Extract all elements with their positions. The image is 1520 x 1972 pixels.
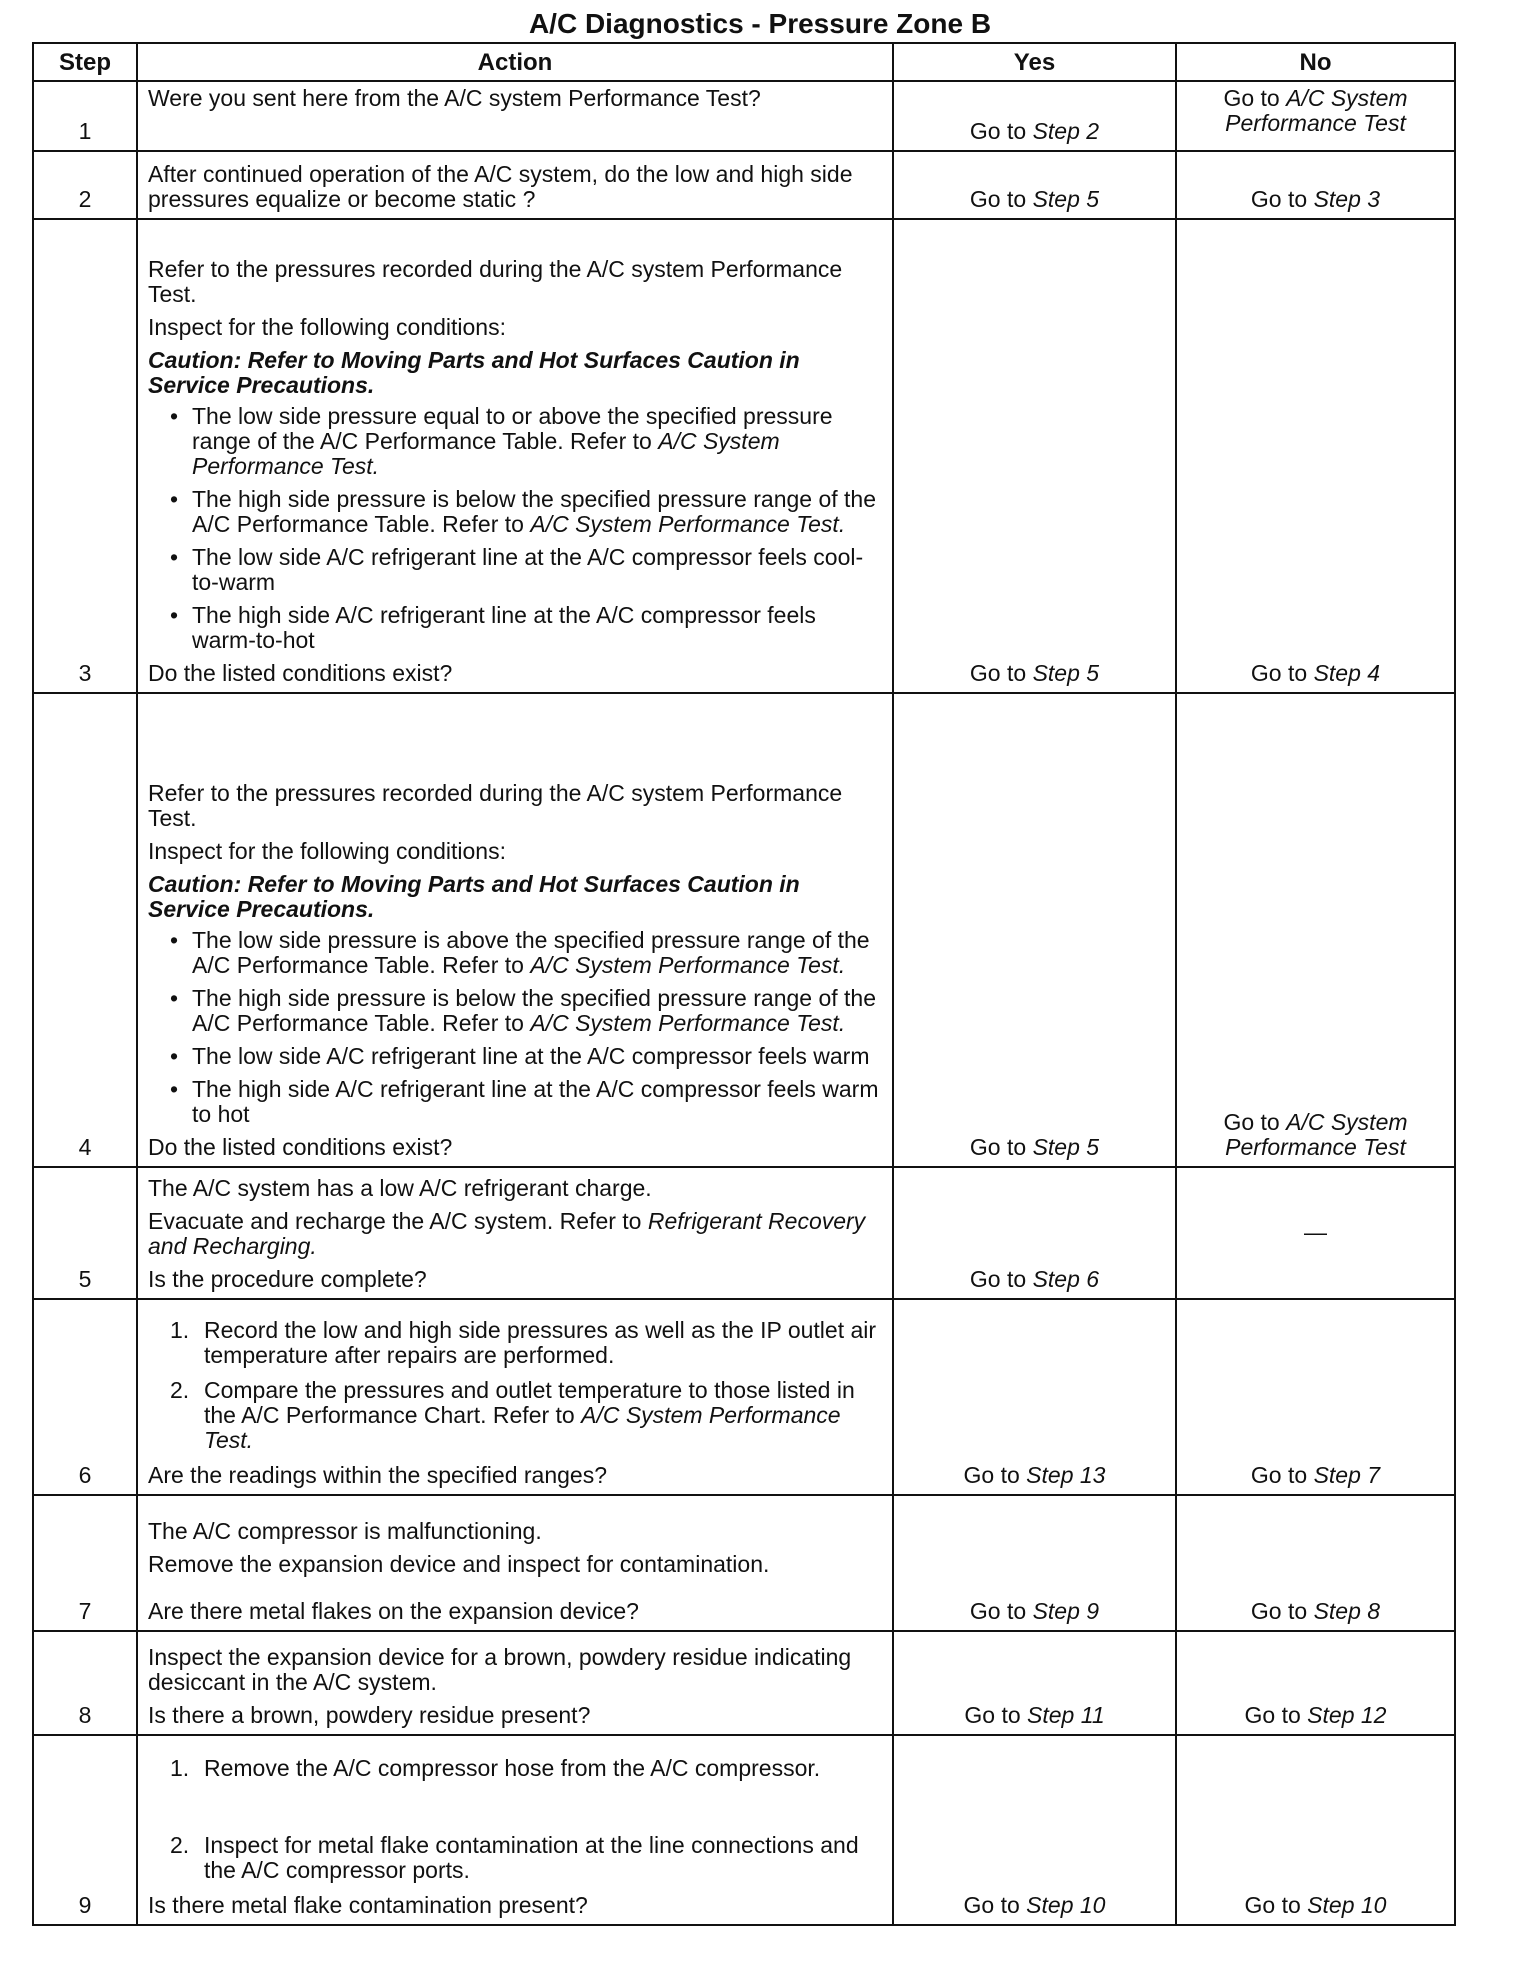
procedure-link[interactable]: A/C System Performance Test <box>1225 1109 1408 1160</box>
item-text: Remove the A/C compressor hose from the A/C compressor. <box>204 1755 821 1781</box>
go-to-label: Go to <box>969 1598 1033 1624</box>
list-item <box>170 487 882 537</box>
header-row <box>33 43 1455 81</box>
step-link[interactable]: Step 8 <box>1313 1598 1381 1624</box>
step-link[interactable]: Step 9 <box>1032 1598 1100 1624</box>
header-yes: Yes <box>893 43 1176 81</box>
yes-cell <box>893 151 1176 219</box>
action-question: Is there a brown, powdery residue present? <box>148 1702 591 1728</box>
go-to-label: Go to <box>969 1266 1033 1292</box>
list-item <box>170 1044 882 1069</box>
action-inspect: Inspect for the following conditions: <box>148 314 506 340</box>
step-link[interactable]: Step 5 <box>1032 660 1100 686</box>
table-row-step-4 <box>33 693 1455 1167</box>
table-row-step-8 <box>33 1631 1455 1735</box>
action-cell <box>137 693 893 1167</box>
diagnostics-table <box>32 42 1456 1926</box>
action-cell <box>137 81 893 151</box>
go-to-label: Go to <box>963 1892 1027 1918</box>
action-inspect: Inspect for the following conditions: <box>148 838 506 864</box>
procedure-list <box>148 1756 882 1883</box>
table-row-step-7 <box>33 1495 1455 1631</box>
table-row-step-1 <box>33 81 1455 151</box>
no-cell <box>1176 1167 1455 1299</box>
procedure-link[interactable]: A/C System Performance Test. <box>530 511 846 537</box>
item-text: Record the low and high side pressures as well as the IP outlet air temperature after repairs are performed. <box>204 1317 877 1368</box>
go-to-label: Go to <box>963 1462 1027 1488</box>
action-statement: The A/C compressor is malfunctioning. <box>148 1518 542 1544</box>
procedure-link[interactable]: A/C System Performance Test. <box>192 428 780 479</box>
action-question: Do the listed conditions exist? <box>148 1134 453 1160</box>
no-cell <box>1176 151 1455 219</box>
condition-text: The low side A/C refrigerant line at the A/C compressor feels warm <box>192 1043 870 1069</box>
condition-list <box>148 928 882 1127</box>
condition-text: The low side A/C refrigerant line at the A/C compressor feels cool-to-warm <box>192 544 864 595</box>
no-cell <box>1176 219 1455 693</box>
table-row-step-3 <box>33 219 1455 693</box>
step-number: 9 <box>33 1735 137 1925</box>
go-to-label: Go to <box>969 1134 1033 1160</box>
procedure-link[interactable]: A/C System Performance Test. <box>530 952 846 978</box>
condition-text: The high side A/C refrigerant line at the A/C compressor feels warm-to-hot <box>192 602 816 653</box>
action-instruction: Inspect the expansion device for a brown, powdery residue indicating desiccant in the A/C system. <box>148 1644 852 1695</box>
yes-cell <box>893 1299 1176 1495</box>
action-question: Is there metal flake contamination present? <box>148 1892 588 1918</box>
action-question: Are the readings within the specified ranges? <box>148 1462 608 1488</box>
go-to-label: Go to <box>969 186 1033 212</box>
action-cell <box>137 1167 893 1299</box>
yes-cell <box>893 1167 1176 1299</box>
not-applicable-dash: — <box>1304 1218 1327 1245</box>
list-item <box>170 1833 882 1883</box>
step-link[interactable]: Step 6 <box>1032 1266 1100 1292</box>
action-cell <box>137 1299 893 1495</box>
condition-text: The high side A/C refrigerant line at the A/C compressor feels warm to hot <box>192 1076 879 1127</box>
caution-note: Caution: Refer to Moving Parts and Hot Surfaces Caution in Service Precautions. <box>148 871 800 922</box>
caution-note: Caution: Refer to Moving Parts and Hot Surfaces Caution in Service Precautions. <box>148 347 800 398</box>
action-question: Were you sent here from the A/C system Performance Test? <box>148 85 761 111</box>
yes-cell <box>893 1495 1176 1631</box>
yes-cell <box>893 1735 1176 1925</box>
condition-text: The high side pressure is below the specified pressure range of the A/C Performance Table. Refer to <box>192 985 877 1036</box>
list-item <box>170 603 882 653</box>
action-statement: The A/C system has a low A/C refrigerant charge. <box>148 1175 652 1201</box>
go-to-label: Go to <box>1223 1109 1287 1135</box>
header-no: No <box>1176 43 1455 81</box>
list-item <box>170 545 882 595</box>
condition-text: The low side pressure equal to or above the specified pressure range of the A/C Performance Table. Refer to <box>192 403 833 454</box>
item-number: 1. <box>170 1755 190 1781</box>
no-cell <box>1176 1495 1455 1631</box>
action-cell <box>137 219 893 693</box>
go-to-label: Go to <box>969 660 1033 686</box>
item-text: Inspect for metal flake contamination at the line connections and the A/C compressor ports. <box>204 1832 859 1883</box>
list-item <box>170 404 882 479</box>
step-link[interactable]: Step 4 <box>1313 660 1381 686</box>
header-step: Step <box>33 43 137 81</box>
list-item <box>170 928 882 978</box>
no-cell <box>1176 81 1455 151</box>
step-number: 7 <box>33 1495 137 1631</box>
list-item <box>170 1378 882 1453</box>
no-cell <box>1176 693 1455 1167</box>
no-cell <box>1176 1299 1455 1495</box>
go-to-label: Go to <box>1250 1598 1314 1624</box>
header-action: Action <box>137 43 893 81</box>
step-number: 4 <box>33 693 137 1167</box>
step-number: 6 <box>33 1299 137 1495</box>
action-instruction <box>148 1209 882 1259</box>
no-cell <box>1176 1735 1455 1925</box>
procedure-link[interactable]: A/C System Performance Test. <box>204 1402 841 1453</box>
condition-list <box>148 404 882 653</box>
step-link[interactable]: Step 13 <box>1026 1462 1106 1488</box>
step-link[interactable]: Step 2 <box>1032 118 1100 144</box>
instruction-text: Evacuate and recharge the A/C system. Refer to <box>148 1208 648 1234</box>
action-instruction: Remove the expansion device and inspect for contamination. <box>148 1551 770 1577</box>
procedure-list <box>148 1318 882 1453</box>
step-link[interactable]: Step 12 <box>1307 1702 1387 1728</box>
step-number: 5 <box>33 1167 137 1299</box>
condition-text: The low side pressure is above the specified pressure range of the A/C Performance Table. Refer to <box>192 927 870 978</box>
step-link[interactable]: Step 5 <box>1032 1134 1100 1160</box>
action-intro: Refer to the pressures recorded during the A/C system Performance Test. <box>148 780 843 831</box>
list-item <box>170 1756 882 1781</box>
list-item <box>170 986 882 1036</box>
item-text: Compare the pressures and outlet temperature to those listed in the A/C Performance Chart. Refer to <box>204 1377 855 1428</box>
action-question: Do the listed conditions exist? <box>148 660 453 686</box>
table-row-step-6 <box>33 1299 1455 1495</box>
yes-cell <box>893 1631 1176 1735</box>
go-to-label: Go to <box>1244 1892 1308 1918</box>
action-question: Are there metal flakes on the expansion device? <box>148 1598 639 1624</box>
table-row-step-2 <box>33 151 1455 219</box>
procedure-link[interactable]: A/C System Performance Test <box>1225 85 1408 136</box>
action-cell <box>137 1631 893 1735</box>
no-cell <box>1176 1631 1455 1735</box>
action-question: After continued operation of the A/C system, do the low and high side pressures equalize or become static ? <box>148 161 853 212</box>
procedure-link[interactable]: Refrigerant Recovery and Recharging. <box>148 1208 866 1259</box>
action-question: Is the procedure complete? <box>148 1266 427 1292</box>
item-number: 1. <box>170 1317 190 1343</box>
step-link[interactable]: Step 10 <box>1307 1892 1387 1918</box>
step-number: 2 <box>33 151 137 219</box>
document-title: A/C Diagnostics - Pressure Zone B <box>528 8 992 39</box>
step-number: 1 <box>33 81 137 151</box>
go-to-label: Go to <box>1244 1702 1308 1728</box>
action-cell <box>137 1495 893 1631</box>
step-link[interactable]: Step 5 <box>1032 186 1100 212</box>
table-row-step-9 <box>33 1735 1455 1925</box>
step-number: 8 <box>33 1631 137 1735</box>
list-item <box>170 1077 882 1127</box>
step-number: 3 <box>33 219 137 693</box>
yes-cell <box>893 693 1176 1167</box>
action-cell <box>137 1735 893 1925</box>
step-link[interactable]: Step 3 <box>1313 186 1381 212</box>
go-to-label: Go to <box>969 118 1033 144</box>
go-to-label: Go to <box>1250 186 1314 212</box>
table-row-step-5 <box>33 1167 1455 1299</box>
yes-cell <box>893 81 1176 151</box>
step-link[interactable]: Step 7 <box>1313 1462 1381 1488</box>
step-link[interactable]: Step 11 <box>1027 1702 1105 1728</box>
action-intro: Refer to the pressures recorded during the A/C system Performance Test. <box>148 256 843 307</box>
go-to-label: Go to <box>1223 85 1287 111</box>
item-number: 2. <box>170 1377 190 1403</box>
list-item <box>170 1318 882 1368</box>
item-number: 2. <box>170 1832 190 1858</box>
condition-text: The high side pressure is below the specified pressure range of the A/C Performance Table. Refer to <box>192 486 877 537</box>
procedure-link[interactable]: A/C System Performance Test. <box>530 1010 846 1036</box>
yes-cell <box>893 219 1176 693</box>
step-link[interactable]: Step 10 <box>1026 1892 1106 1918</box>
go-to-label: Go to <box>1250 1462 1314 1488</box>
action-cell <box>137 151 893 219</box>
go-to-label: Go to <box>1250 660 1314 686</box>
go-to-label: Go to <box>964 1702 1028 1728</box>
